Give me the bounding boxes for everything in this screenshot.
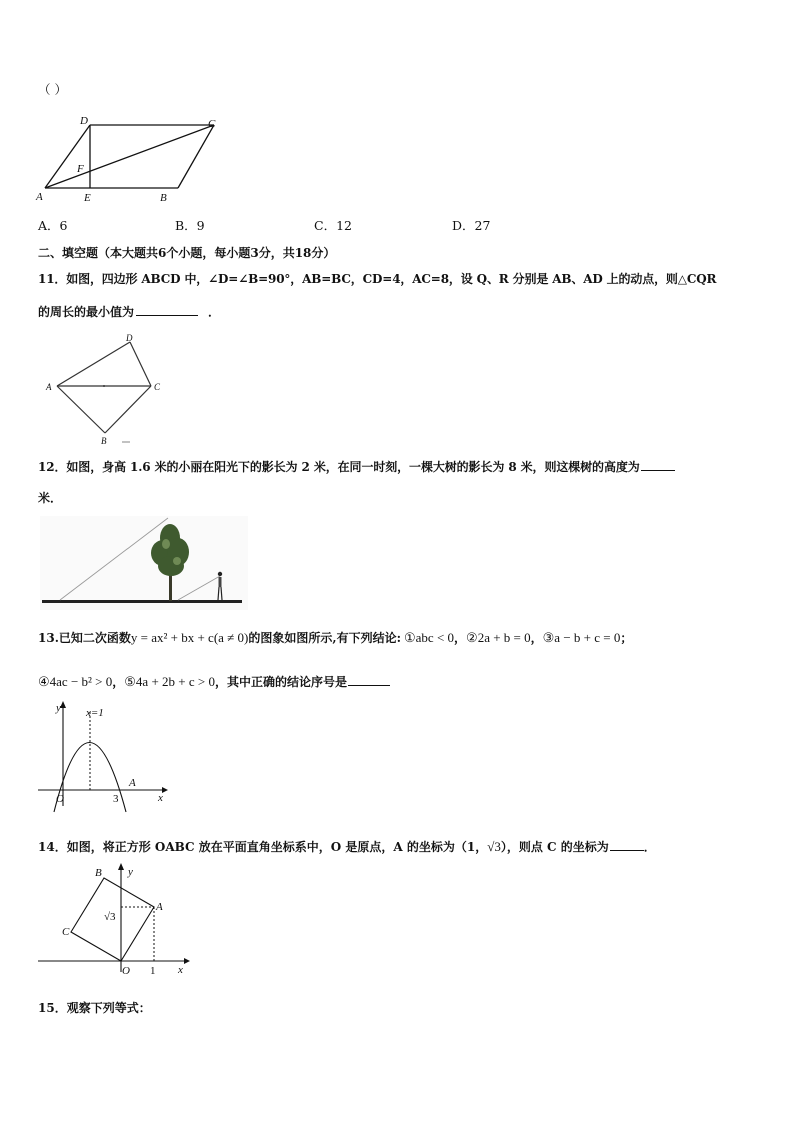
label-D: D xyxy=(126,333,133,343)
q10-option-c: C．12 xyxy=(314,218,352,233)
q13-sep: ， xyxy=(112,675,125,689)
label-x-eq-1: x=1 xyxy=(86,707,104,719)
q13-sep: ， xyxy=(530,631,543,645)
q12-text-line2: 米． xyxy=(38,491,63,505)
label-D: D xyxy=(80,115,88,127)
q11-text-line2 xyxy=(38,303,220,320)
q12-text-line1 xyxy=(38,458,675,475)
q13-semicolon: ； xyxy=(620,631,633,645)
q13-sep: ， xyxy=(454,631,467,645)
q11-text-line1: 11．如图，四边形 ABCD 中，∠D=∠B=90°，AB=BC，CD=4，AC=8，设 Q、R 分别是 AB、AD 上的动点，则△CQR xyxy=(38,272,717,286)
label-F: F xyxy=(77,163,84,175)
q14-prompt-a: 14．如图，将正方形 OABC 放在平面直角坐标系中，O 是原点，A 的坐标为（1， xyxy=(38,840,488,854)
q13-text-line1 xyxy=(38,630,632,646)
q12-tree-shadow-figure xyxy=(40,516,248,610)
q13-text-line2 xyxy=(38,673,390,690)
label-A: A xyxy=(156,901,163,913)
q10-answer-paren: （ ） xyxy=(38,82,67,97)
label-A: A xyxy=(46,382,52,392)
label-sqrt3: √3 xyxy=(104,911,116,923)
q13-prompt-b: 的图象如图所示,有下列结论: xyxy=(248,631,401,645)
q15-text-line1: 15．观察下列等式： xyxy=(38,1001,151,1015)
q13-conclusion-5: ⑤4a + 2b + c > 0 xyxy=(124,674,215,689)
q10-option-b: B．9 xyxy=(175,218,205,233)
q13-conclusion-1: ①abc < 0 xyxy=(404,630,455,645)
q13-prompt-a: 13.已知二次函数 xyxy=(38,631,131,645)
label-A: A xyxy=(36,191,43,203)
q14-square-coordinate-figure xyxy=(34,862,194,977)
q14-text-line1 xyxy=(38,838,656,855)
label-E: E xyxy=(84,192,91,204)
q14-answer-blank[interactable] xyxy=(610,838,644,851)
q14-sqrt3: √3 xyxy=(487,839,501,854)
q13-function-formula: y = ax² + bx + c(a ≠ 0) xyxy=(130,630,249,645)
label-1: 1 xyxy=(150,965,156,977)
q13-conclusion-3: ③a − b + c = 0 xyxy=(542,630,621,645)
q14-period: ． xyxy=(643,840,656,854)
q10-option-a: A．6 xyxy=(38,218,68,233)
q12-prompt: 12．如图，身高 1.6 米的小丽在阳光下的影长为 2 米，在同一时刻，一棵大树的影长为 8 米，则这棵树的高度为 xyxy=(38,460,640,474)
label-C: C xyxy=(208,118,216,130)
q13-conclusion-4: ④4ac − b² > 0 xyxy=(38,674,113,689)
label-x: x xyxy=(178,964,183,976)
label-O: O xyxy=(56,793,64,805)
label-x: x xyxy=(158,792,163,804)
q11-quadrilateral-figure xyxy=(34,332,174,447)
label-3: 3 xyxy=(113,793,119,805)
q11-period: ． xyxy=(208,305,221,319)
q14-prompt-b: ），则点 C 的坐标为 xyxy=(500,840,609,854)
q11-answer-blank[interactable] xyxy=(136,303,198,316)
label-B: B xyxy=(95,867,102,879)
label-B: B xyxy=(160,192,167,204)
section-title-fill-blank: 二、填空题（本大题共6个小题，每小题3分，共18分） xyxy=(38,246,336,260)
label-O: O xyxy=(122,965,130,977)
q11-prompt: 的周长的最小值为 xyxy=(38,305,135,319)
label-y: y xyxy=(56,702,61,714)
label-C: C xyxy=(62,926,70,938)
q13-answer-blank[interactable] xyxy=(348,673,390,686)
q10-parallelogram-figure xyxy=(34,112,224,207)
q13-conclusion-2: ②2a + b = 0 xyxy=(466,630,531,645)
label-y: y xyxy=(128,866,133,878)
label-A: A xyxy=(129,777,136,789)
q12-answer-blank[interactable] xyxy=(641,458,675,471)
q10-option-d: D．27 xyxy=(452,218,491,233)
q13-parabola-graph xyxy=(34,700,174,812)
q13-prompt-c: ，其中正确的结论序号是 xyxy=(214,675,347,689)
label-B: B xyxy=(101,436,107,446)
label-C: C xyxy=(154,382,161,392)
